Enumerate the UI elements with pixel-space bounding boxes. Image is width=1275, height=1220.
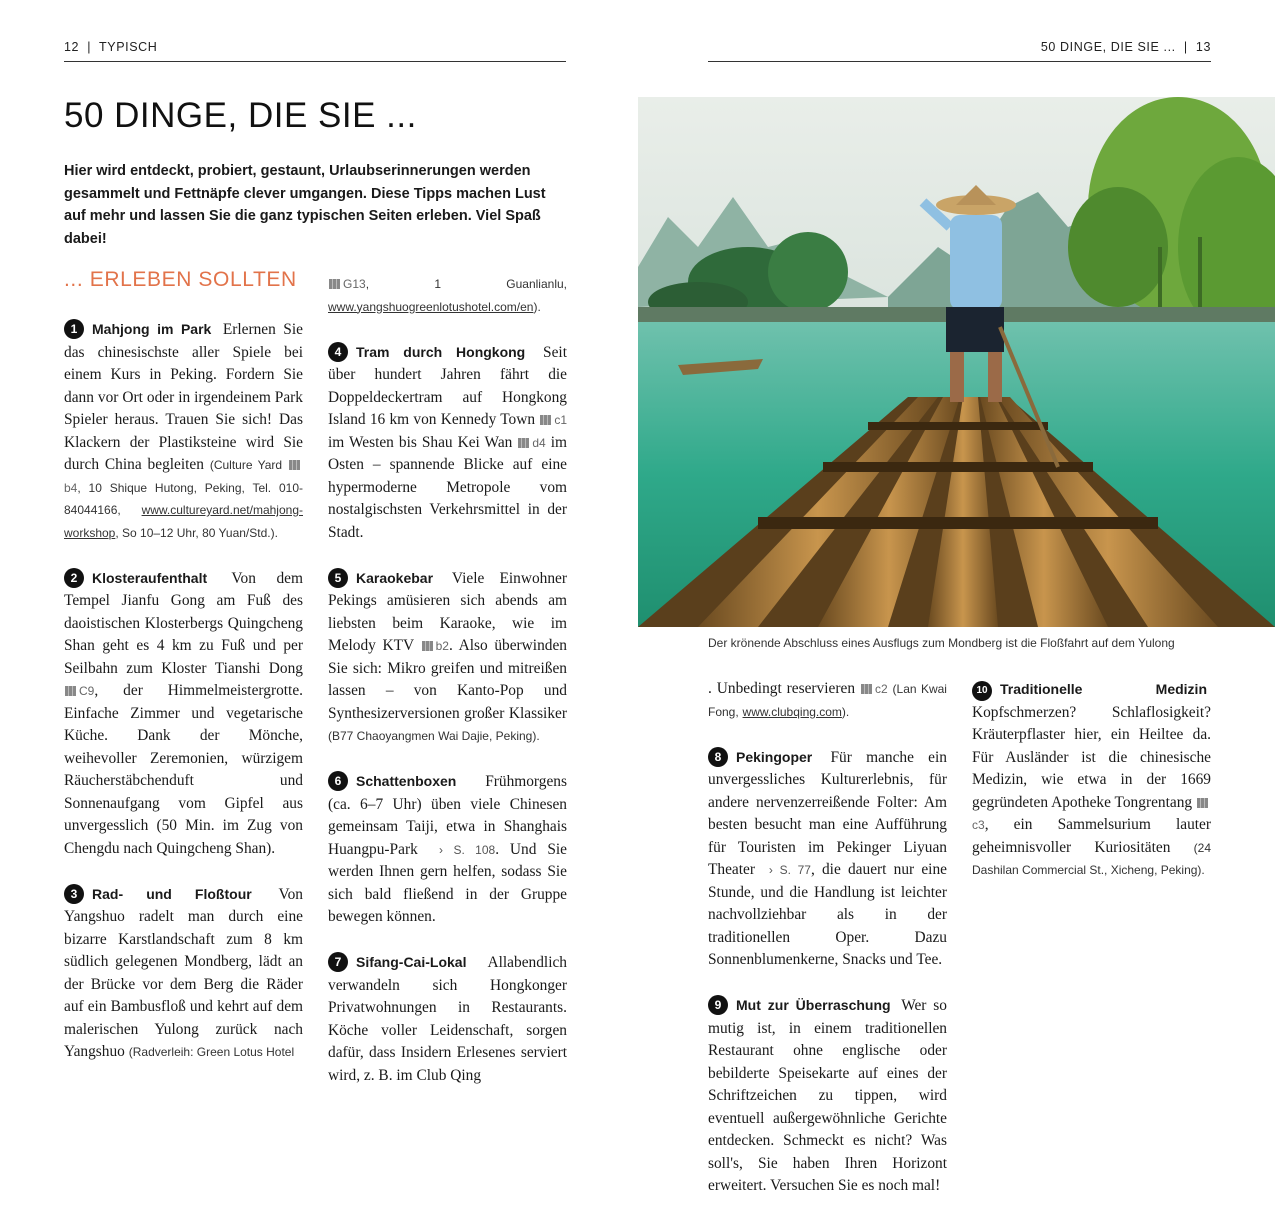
page-reference[interactable]: › S. 77 <box>762 863 811 877</box>
map-icon <box>518 438 529 448</box>
header-right: 50 DINGE, DIE SIE ... | 13 <box>1040 40 1211 54</box>
item-title: Rad- und Floßtour <box>92 885 252 902</box>
map-icon <box>289 460 300 470</box>
item-number: 6 <box>328 771 348 791</box>
item-title: Mahjong im Park <box>92 321 212 337</box>
link-greenlotus[interactable]: www.yangshuogreenlotushotel.com/en <box>328 299 534 314</box>
item-title: Klosteraufenthalt <box>92 569 208 586</box>
item-7: 7 Sifang-Cai-Lokal Allabendlich verwandeln sich Hongkonger Privatwohnungen in Restaurants. Köche voller Leidenschaft, sorgen dafür, dass Insidern Erlesenes serviert wird, z. B. im Club Qing <box>328 954 567 1084</box>
item-2: 2 Klosteraufenthalt Von dem Tempel Jianfu Gong am Fuß des daoistischen Klosterbergs Quingcheng Shan geht es 4 km zu Fuß und per Seilbahn zum Kloster Tianshi Dong C9, der Himmelmeistergrotte. Einfache Zimmer und vegetarische Küche. Dank der Mönche, weihevoller Zeremonien, würzigem Räucherstäbchenduft und Sonnenaufgang vom Gipfel aus unvergesslich (50 Min. im Zug von Chengdu nach Quingcheng Shan). <box>64 569 303 857</box>
item-number: 7 <box>328 952 348 972</box>
item-5: 5 Karaokebar Viele Einwohner Pekings amüsieren sich abends am liebsten beim Karaoke, wie im Melody KTV b2. Also überwinden Sie sich: Mikro greifen und mitreißen lassen – von Kanto-Pop und Synthesizerversionen großer Klassiker (B77 Chaoyangmen Wai Dajie, Peking). <box>328 569 567 743</box>
section-title: ... ERLEBEN SOLLTEN <box>64 268 297 291</box>
header-rule-right <box>708 61 1211 62</box>
map-icon <box>540 415 551 425</box>
item-9: 9 Mut zur Überraschung Wer so mutig ist, in einem traditionellen Restaurant ohne englische oder bebilderte Speisekarte auf eines der Schriftzeichen zu tippen, wird eventuell außergewöhnliche Gerichte entdecken. Schmeckt es nicht? Was soll's, Sie haben Ihren Horizont erweitert. Versuchen Sie es noch mal! <box>708 997 947 1194</box>
item-title: Schattenboxen <box>356 773 457 789</box>
header-rule-left <box>64 61 566 62</box>
item-title: Karaokebar <box>356 569 434 586</box>
item-10: 10 Traditionelle Medizin Kopfschmerzen? Schlaflosigkeit? Kräuterpflaster hier, ein Heiltee da. Für Ausländer ist die chinesische Medizin, wie etwa in der 1669 gegründeten Apotheke Tongrentang c3, ein Sammelsurium lauter geheimnisvoller Kuriositäten (24 Dashilan Commercial St., Xicheng, Peking). <box>972 681 1211 877</box>
column-2 <box>328 273 567 1110</box>
photo-illustration <box>638 97 1275 627</box>
item-7-cont: . Unbedingt reservieren c2 (Lan Kwai Fong, www.clubqing.com). <box>708 680 947 719</box>
column-3 <box>708 678 947 1220</box>
photo-caption: Der krönende Abschluss eines Ausflugs zum Mondberg ist die Floßfahrt auf dem Yulong <box>708 636 1175 650</box>
item-number: 8 <box>708 747 728 767</box>
item-number: 5 <box>328 568 348 588</box>
item-number: 10 <box>972 681 992 701</box>
link-cultureyard[interactable]: www.cultureyard.net/mahjong-workshop <box>64 503 303 540</box>
link-clubqing[interactable]: www.clubqing.com <box>742 704 842 719</box>
item-number: 4 <box>328 342 348 362</box>
item-3-cont: G13, 1 Guanlianlu, www.yangshuogreenlotushotel.com/en). <box>328 277 567 314</box>
item-number: 1 <box>64 319 84 339</box>
item-title: Sifang-Cai-Lokal <box>356 954 467 970</box>
item-title: Traditionelle Medizin <box>1000 681 1207 697</box>
page-reference[interactable]: › S. 108 <box>428 842 496 857</box>
page-number-left: 12 <box>64 40 80 54</box>
item-title: Tram durch Hongkong <box>356 343 526 360</box>
item-number: 9 <box>708 995 728 1015</box>
map-icon <box>422 641 433 651</box>
chapter-label: 50 DINGE, DIE SIE ... <box>1040 40 1176 54</box>
item-6: 6 Schattenboxen Frühmorgens (ca. 6–7 Uhr) üben viele Chinesen gemeinsam Taiji, etwa in Shanghais Huangpu-Park › S. 108. Und Sie werden Ihnen gern helfen, sodass Sie sich bald fließend in der Gruppe bewegen können. <box>328 773 567 925</box>
item-number: 2 <box>64 568 84 588</box>
map-icon <box>329 279 340 289</box>
item-title: Pekingoper <box>736 748 813 765</box>
item-8: 8 Pekingoper Für manche ein unvergessliches Kulturerlebnis, für andere nervenzerreißende Folter: Am besten besucht man eine Aufführung für Touristen im Pekinger Liyuan Theater › S. 77, die dauert nur eine Stunde, und die Handlung ist leichter nachvollziehbar als in der traditionellen Oper. Dazu Sonnenblumenkerne, Snacks und Tee. <box>708 748 947 968</box>
item-4: 4 Tram durch Hongkong Seit über hundert Jahren fährt die Doppeldeckertram auf Hongkong Island 16 km von Kennedy Town c1 im Westen bis Shau Kei Wan d4 im Osten – spannende Blicke auf eine hypermoderne Metropole vom nostalgischsten Verkehrsmittel in der Stadt. <box>328 343 567 541</box>
map-icon <box>1197 798 1208 808</box>
item-1: 1 Mahjong im Park Erlernen Sie das chinesischste aller Spiele bei einem Kurs in Peking. Fordern Sie dann vor Ort oder in irgendeinem Park Spieler heraus. Trauen Sie sich! Das Klackern der Plastiksteine wird Sie durch China begleiten (Culture Yard b4, 10 Shique Hutong, Peking, Tel. 010-84044166, www.cultureyard.net/mahjong-workshop, So 10–12 Uhr, 80 Yuan/Std.). <box>64 321 303 540</box>
column-1 <box>64 318 303 1086</box>
intro-text: Hier wird entdeckt, probiert, gestaunt, Urlaubserinnerungen werden gesammelt und Fettnäpfe clever umgangen. Diese Tipps machen Lust auf mehr und lassen Sie die ganz typischen Seiten erleben. Viel Spaß dabei! <box>64 163 546 247</box>
map-icon <box>65 686 76 696</box>
section-label: TYPISCH <box>99 40 158 54</box>
item-title: Mut zur Überraschung <box>736 997 891 1013</box>
column-4 <box>972 678 1211 904</box>
photo-bamboo-raft <box>638 97 1275 627</box>
map-icon <box>861 684 872 694</box>
page-number-right: 13 <box>1195 40 1211 54</box>
item-number: 3 <box>64 884 84 904</box>
header-left: 12 | TYPISCH <box>64 40 158 54</box>
page-title: 50 DINGE, DIE SIE ... <box>64 96 417 135</box>
item-3: 3 Rad- und Floßtour Von Yangshuo radelt man durch eine bizarre Karstlandschaft zum 8 km südlich gelegenen Mondberg, lädt an der Brücke vor dem Berg die Räder auf ein Bambusfloß und kehrt auf dem malerischen Yulong zurück nach Yangshuo (Radverleih: Green Lotus Hotel <box>64 885 303 1060</box>
